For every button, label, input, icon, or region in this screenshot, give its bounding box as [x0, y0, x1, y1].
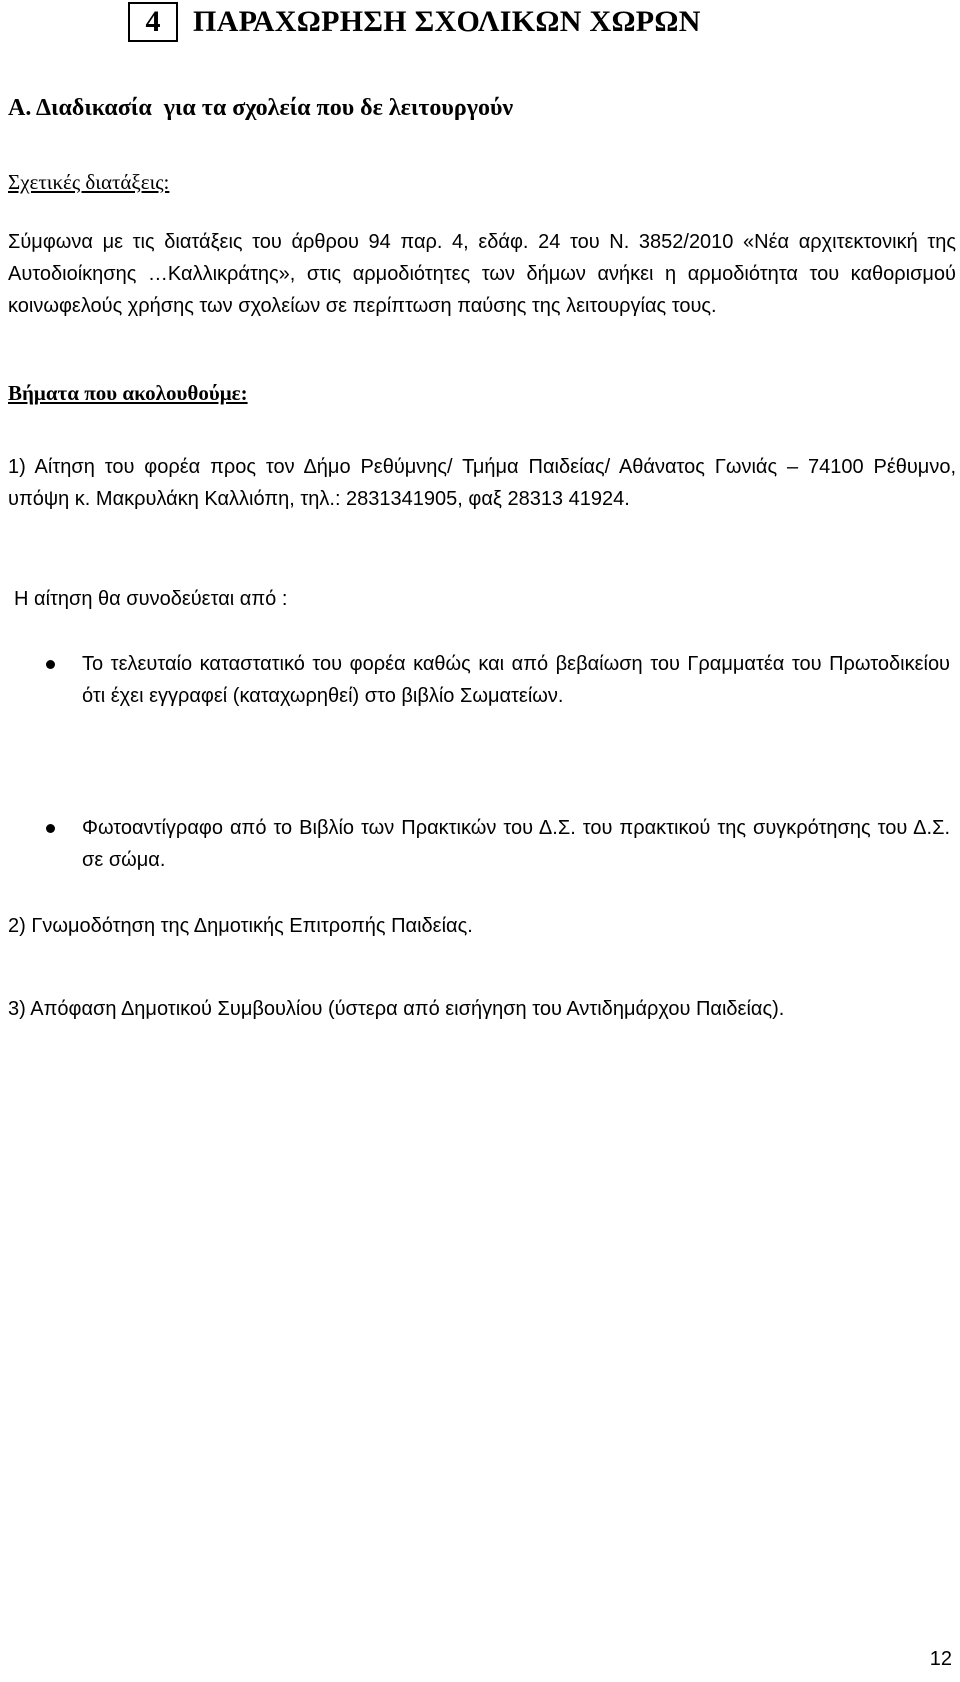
bullet-text-1: Το τελευταίο καταστατικό του φορέα καθώς και από βεβαίωση του Γραμματέα του Πρωτοδικείου ότι έχει εγγραφεί (καταχωρηθεί) στο βιβλίο Σωματείων. — [82, 653, 950, 707]
provisions-paragraph: Σύμφωνα με τις διατάξεις του άρθρου 94 παρ. 4, εδάφ. 24 του Ν. 3852/2010 «Νέα αρχιτεκτονική της Αυτοδιοίκησης …Καλλικράτης», στις αρμοδιότητες των δήμων ανήκει η αρμοδιότητα του καθορισμού κοινωφελούς χρήσης των σχολείων σε περίπτωση παύσης της λειτουργίας τους. — [8, 231, 956, 317]
bullet-text-2: Φωτοαντίγραφο από το Βιβλίο των Πρακτικών του Δ.Σ. του πρακτικού της συγκρότησης του Δ.Σ. σε σώμα. — [82, 817, 950, 871]
step-1-text: 1) Αίτηση του φορέα προς τον Δήμο Ρεθύμνης/ Τμήμα Παιδείας/ Αθάνατος Γωνιάς – 74100 Ρέθυμνο, υπόψη κ. Μακρυλάκη Καλλιόπη, τηλ.: 2831341905, φαξ 28313 41924. — [8, 456, 956, 510]
bullet-icon — [46, 824, 55, 833]
chapter-header — [128, 0, 701, 44]
chapter-title: ΠΑΡΑΧΩΡΗΣΗ ΣΧΟΛΙΚΩΝ ΧΩΡΩΝ — [193, 5, 701, 38]
chapter-number-box: 4 — [128, 2, 178, 42]
bullet-icon — [46, 660, 55, 669]
step-2-text: 2) Γνωμοδότηση της Δημοτικής Επιτροπής Παιδείας. — [8, 915, 473, 937]
step-3-text: 3) Απόφαση Δημοτικού Συμβουλίου (ύστερα από εισήγηση του Αντιδημάρχου Παιδείας). — [8, 998, 785, 1020]
accompanied-by-text: Η αίτηση θα συνοδεύεται από : — [14, 588, 288, 610]
provisions-heading: Σχετικές διατάξεις: — [8, 170, 170, 194]
section-heading: Α. Διαδικασία για τα σχολεία που δε λειτουργούν — [8, 95, 514, 121]
steps-heading: Βήματα που ακολουθούμε: — [8, 381, 248, 405]
page-number: 12 — [929, 1648, 952, 1670]
